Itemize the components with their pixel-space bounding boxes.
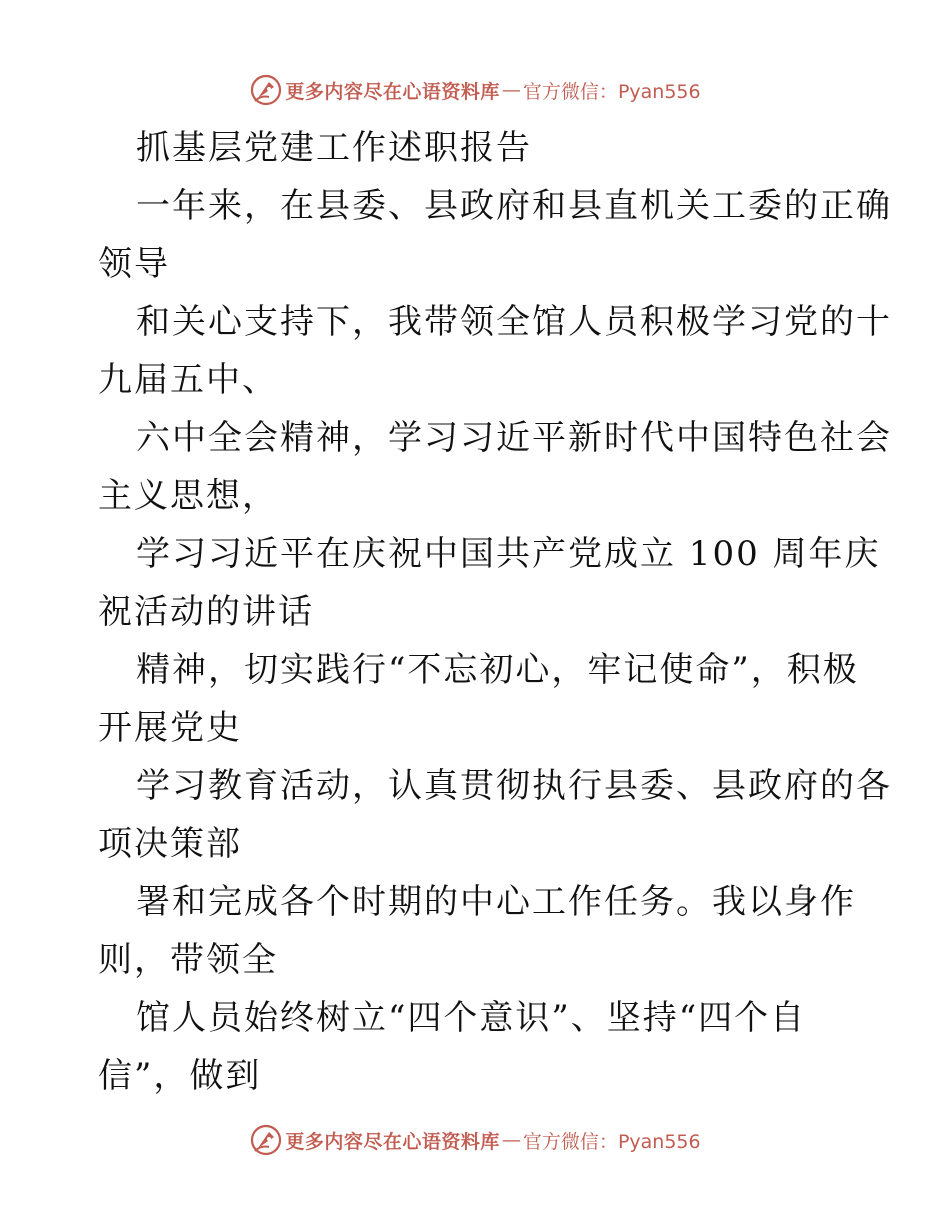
paragraph-line: 则，带领全: [98, 940, 278, 980]
footer-watermark: [0, 1120, 950, 1160]
paragraph-line: 开展党史: [98, 708, 242, 748]
paragraph-line: 署和完成各个时期的中心工作任务。我以身作: [136, 882, 856, 922]
pen-nib-logo-icon: [249, 73, 283, 107]
paragraph-line: 主义思想，: [98, 476, 278, 516]
paragraph-line: 领导: [98, 244, 170, 284]
paragraph-line: 六中全会精神，学习习近平新时代中国特色社会: [136, 418, 892, 458]
paragraph-line: 精神，切实践行“不忘初心，牢记使命”，积极: [136, 650, 859, 690]
paragraph-line: 学习教育活动，认真贯彻执行县委、县政府的各: [136, 766, 892, 806]
watermark-wechat-id: Pyan556: [617, 80, 701, 103]
watermark-wechat: [523, 1127, 701, 1154]
document-title: 抓基层党建工作述职报告: [136, 128, 532, 168]
watermark-dash: —: [501, 79, 521, 101]
watermark-wechat: [523, 77, 701, 104]
paragraph-line: 和关心支持下，我带领全馆人员积极学习党的十: [136, 302, 892, 342]
pen-nib-logo-icon: [249, 1123, 283, 1157]
paragraph-line: 九届五中、: [98, 360, 278, 400]
paragraph-line: 祝活动的讲话: [98, 592, 314, 632]
paragraph-line: 信”，做到: [98, 1056, 262, 1096]
watermark-wechat-label: 官方微信：: [522, 1130, 618, 1153]
paragraph-line: 一年来，在县委、县政府和县直机关工委的正确: [136, 186, 892, 226]
watermark-text: 更多内容尽在心语资料库: [285, 1130, 500, 1153]
watermark-dash: —: [501, 1129, 521, 1151]
watermark-wechat-id: Pyan556: [617, 1130, 701, 1153]
paragraph-line: 项决策部: [98, 824, 242, 864]
watermark-wechat-label: 官方微信：: [522, 80, 618, 103]
paragraph-line: 馆人员始终树立“四个意识”、坚持“四个自: [136, 998, 807, 1038]
watermark-text: 更多内容尽在心语资料库: [285, 80, 500, 103]
paragraph-line: 学习习近平在庆祝中国共产党成立 100 周年庆: [136, 534, 881, 574]
header-watermark: [0, 70, 950, 110]
